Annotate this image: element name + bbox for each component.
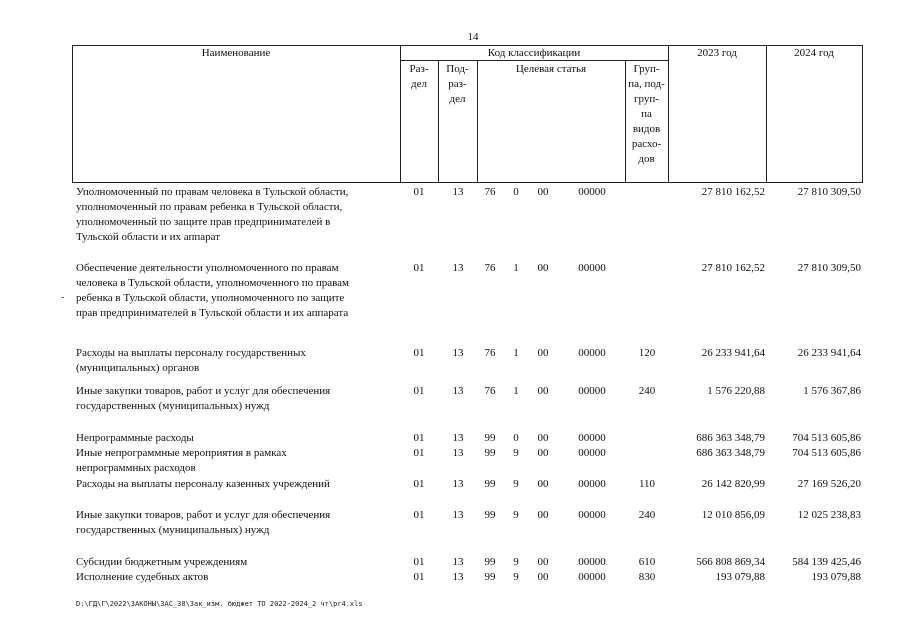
header-razdel [400,62,438,92]
header-right-border [862,45,863,183]
row-2024: 704 513 605,86 [792,447,861,459]
row-2023: 566 808 869,34 [696,556,765,568]
divider-vid [668,45,669,183]
row-target-event: 00 [537,186,549,198]
row-name-line: Иные непрограммные мероприятия в рамках [76,447,287,459]
row-vid: 240 [638,509,656,521]
row-podrazdel: 13 [452,556,464,568]
header-bottom-border [72,182,863,183]
header-vid-line: видов [632,123,661,135]
row-name [76,446,396,476]
row-target-direction: 00000 [578,186,606,198]
header-vid-line: па, под- [628,78,665,90]
row-target-event: 00 [537,447,549,459]
row-razdel: 01 [413,385,425,397]
row-target-subprogram: 0 [513,432,519,444]
row-name-line: уполномоченный по защите прав предпринимателей в [76,216,331,228]
row-podrazdel: 13 [452,432,464,444]
row-name-line: Расходы на выплаты персоналу казенных учреждений [76,478,330,490]
row-2024: 704 513 605,86 [792,432,861,444]
header-code: Код классификации [487,47,581,59]
row-podrazdel: 13 [452,571,464,583]
header-vid-line: Груп- [633,63,660,75]
header-target: Целевая статья [515,63,587,75]
row-name [76,508,396,538]
row-target-program: 76 [484,262,496,274]
row-target-subprogram: 9 [513,509,519,521]
row-name [76,570,396,585]
row-name-line: прав предпринимателей в Тульской области и их аппарата [76,307,349,319]
row-2023: 686 363 348,79 [696,447,765,459]
row-target-program: 99 [484,571,496,583]
row-name-line: непрограммных расходов [76,462,196,474]
row-2023: 193 079,88 [715,571,765,583]
row-target-program: 76 [484,385,496,397]
row-target-event: 00 [537,347,549,359]
header-podrazdel-line: дел [449,93,466,105]
row-2023: 26 233 941,64 [701,347,765,359]
file-path-footer: D:\ГД\Г\2022\ЗАКОНЫ\ЗАС_38\Зак_изм. бюджет ТО 2022-2024_2 чт\pr4.xls [76,600,363,608]
row-target-program: 99 [484,509,496,521]
row-2023: 686 363 348,79 [696,432,765,444]
row-target-program: 99 [484,478,496,490]
row-target-event: 00 [537,556,549,568]
row-name [76,384,396,414]
row-target-program: 76 [484,186,496,198]
row-name-line: Обеспечение деятельности уполномоченного по правам [76,262,339,274]
header-vid-line: расхо- [631,138,662,150]
row-name [76,477,396,492]
row-vid: 610 [638,556,656,568]
row-target-subprogram: 9 [513,571,519,583]
row-target-subprogram: 0 [513,186,519,198]
row-2023: 26 142 820,99 [701,478,765,490]
header-razdel-line: дел [411,78,427,90]
row-target-direction: 00000 [578,478,606,490]
row-razdel: 01 [413,571,425,583]
row-razdel: 01 [413,447,425,459]
row-name-line: Расходы на выплаты персоналу государственных [76,347,306,359]
header-podrazdel-line: раз- [448,78,467,90]
row-2024: 584 139 425,46 [792,556,861,568]
row-target-direction: 00000 [578,347,606,359]
row-target-direction: 00000 [578,385,606,397]
header-vid-line: па [641,108,652,120]
row-2023: 12 010 856,09 [701,509,765,521]
row-razdel: 01 [413,556,425,568]
row-name-line: уполномоченный по правам ребенка в Тульской области, [76,201,343,213]
row-podrazdel: 13 [452,385,464,397]
row-name-line: государственных (муниципальных) нужд [76,524,270,536]
row-target-program: 99 [484,432,496,444]
row-target-event: 00 [537,509,549,521]
row-podrazdel: 13 [452,478,464,490]
row-name-line: (муниципальных) органов [76,362,200,374]
row-2024: 27 810 309,50 [797,186,861,198]
header-vid-line: груп- [634,93,659,105]
header-vid-line: дов [638,153,655,165]
row-vid: 120 [638,347,656,359]
row-target-subprogram: 9 [513,556,519,568]
row-razdel: 01 [413,478,425,490]
row-name-line: Непрограммные расходы [76,432,194,444]
page-number: 14 [467,31,479,43]
table-header [72,45,863,183]
row-2023: 1 576 220,88 [707,385,765,397]
row-target-subprogram: 1 [513,385,519,397]
row-2024: 26 233 941,64 [797,347,861,359]
row-target-direction: 00000 [578,447,606,459]
row-target-event: 00 [537,478,549,490]
row-podrazdel: 13 [452,509,464,521]
row-name [76,346,396,376]
divider-2023 [766,45,767,183]
row-target-direction: 00000 [578,571,606,583]
row-vid: 240 [638,385,656,397]
row-vid: 110 [638,478,656,490]
header-podrazdel [438,62,477,107]
row-name-line: государственных (муниципальных) нужд [76,400,270,412]
margin-mark: - [61,292,65,303]
row-target-event: 00 [537,385,549,397]
row-razdel: 01 [413,262,425,274]
row-target-direction: 00000 [578,432,606,444]
row-name-line: человека в Тульской области, уполномоченного по правам [76,277,349,289]
row-2024: 1 576 367,86 [803,385,861,397]
row-name-line: Исполнение судебных актов [76,571,209,583]
row-podrazdel: 13 [452,262,464,274]
row-target-program: 76 [484,347,496,359]
row-razdel: 01 [413,186,425,198]
row-target-subprogram: 1 [513,262,519,274]
row-name-line: Уполномоченный по правам человека в Тульской области, [76,186,349,198]
row-razdel: 01 [413,432,425,444]
row-target-program: 99 [484,556,496,568]
row-name [76,555,396,570]
row-name-line: Иные закупки товаров, работ и услуг для обеспечения [76,385,331,397]
row-target-direction: 00000 [578,509,606,521]
row-2024: 12 025 238,83 [797,509,861,521]
header-left-border [72,45,73,183]
row-2023: 27 810 162,52 [701,186,765,198]
row-2024: 193 079,88 [811,571,861,583]
row-target-direction: 00000 [578,556,606,568]
row-target-direction: 00000 [578,262,606,274]
header-2023: 2023 год [697,47,737,59]
row-podrazdel: 13 [452,347,464,359]
row-podrazdel: 13 [452,447,464,459]
row-podrazdel: 13 [452,186,464,198]
row-name-line: Иные закупки товаров, работ и услуг для обеспечения [76,509,331,521]
row-name [76,431,396,446]
row-2023: 27 810 162,52 [701,262,765,274]
divider-podrazdel [477,60,478,183]
row-2024: 27 810 309,50 [797,262,861,274]
row-target-event: 00 [537,262,549,274]
row-target-subprogram: 9 [513,447,519,459]
row-name-line: Субсидии бюджетным учреждениям [76,556,248,568]
row-2024: 27 169 526,20 [797,478,861,490]
row-target-subprogram: 1 [513,347,519,359]
row-vid: 830 [638,571,656,583]
row-target-program: 99 [484,447,496,459]
header-razdel-line: Раз- [409,63,429,75]
row-target-subprogram: 9 [513,478,519,490]
header-podrazdel-line: Под- [446,63,469,75]
row-razdel: 01 [413,347,425,359]
row-target-event: 00 [537,432,549,444]
row-name-line: ребенка в Тульской области, уполномоченного по защите [76,292,345,304]
row-name [76,261,396,321]
header-2024: 2024 год [794,47,834,59]
row-razdel: 01 [413,509,425,521]
header-vid [625,62,668,167]
row-name-line: Тульской области и их аппарат [76,231,221,243]
row-target-event: 00 [537,571,549,583]
header-name: Наименование [201,47,271,59]
row-name [76,185,396,245]
